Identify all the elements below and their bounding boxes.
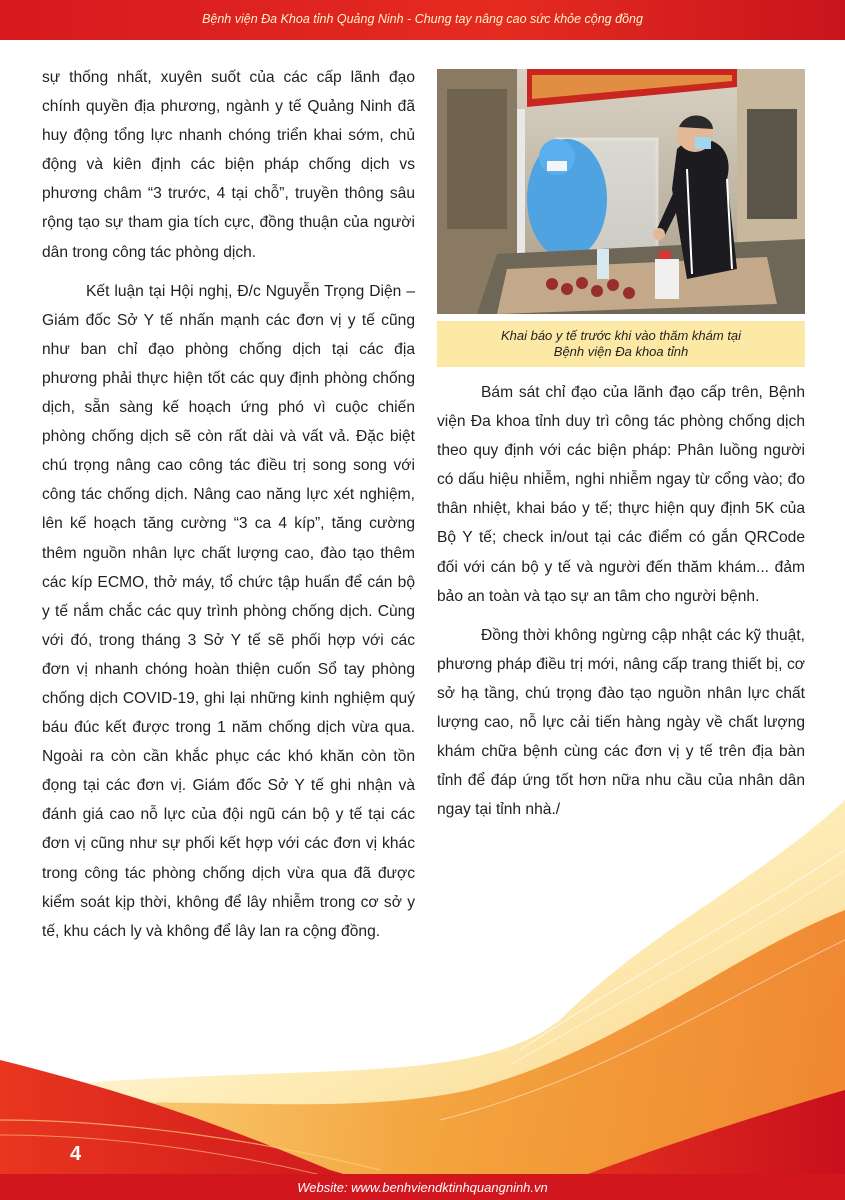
caption-line: Bệnh viện Đa khoa tỉnh — [553, 344, 689, 359]
page-number: 4 — [70, 1143, 82, 1165]
right-text-column — [437, 378, 805, 824]
paragraph: sự thống nhất, xuyên suốt của các cấp lãnh đạo chính quyền địa phương, ngành y tế Quảng Ninh đã huy động tổng lực nhanh chóng triển khai sớm, chủ động và kiên định các biện pháp chống dịch vs phương châm “3 trước, 4 tại chỗ”, truyền thông sâu rộng tạo sự tham gia tích cực, đồng thuận của người dân trong công tác phòng dịch. — [42, 69, 415, 261]
paragraph: Kết luận tại Hội nghị, Đ/c Nguyễn Trọng Diện – Giám đốc Sở Y tế nhấn mạnh các đơn vị y tế cũng như ban chỉ đạo phòng chống dịch tại các địa phương phải thực hiện tốt các quy định phòng chống dịch, sẵn sàng kế hoạch ứng phó vì cuộc chiến phòng chống dịch sẽ còn rất dài và vất vả. Đặc biệt chú trọng nâng cao công tác điều trị song song với công tác chống dịch. Nâng cao năng lực xét nghiệm, lên kế hoạch tăng cường “3 ca 4 kíp”, tăng cường thêm nguồn nhân lực chất lượng cao, đào tạo thêm các kíp ECMO, thở máy, tổ chức tập huấn để cán bộ y tế nắm chắc các quy trình phòng chống dịch. Cùng với đó, trong tháng 3 Sở Y tế sẽ phối hợp với các đơn vị nhanh chóng hoàn thiện cuốn Sổ tay phòng chống dịch COVID-19, ghi lại những kinh nghiệm quý báu đúc kết được trong 1 năm chống dịch vừa qua. Ngoài ra còn cần khắc phục các khó khăn còn tồn đọng tại các đơn vị. Giám đốc Sở Y tế ghi nhận và đánh giá cao nỗ lực của đội ngũ cán bộ y tế tại các đơn vị cũng như sự phối kết hợp với các đơn vị khác trong công tác phòng chống dịch vừa qua đã được kiểm soát kịp thời, không để lây nhiễm trong cơ sở y tế, khu cách ly và không để lây lan ra cộng đồng. — [42, 282, 415, 940]
caption-line: Khai báo y tế trước khi vào thăm khám tại — [500, 328, 742, 343]
photo-caption — [437, 321, 805, 367]
paragraph: Bám sát chỉ đạo của lãnh đạo cấp trên, Bệnh viện Đa khoa tỉnh duy trì công tác phòng chống dịch theo quy định với các biện pháp: Phân luồng người có dấu hiệu nhiễm, nghi nhiễm ngay từ cổng vào; đo thân nhiệt, khai báo y tế; thực hiện quy định 5K của Bộ Y tế; check in/out tại các điểm có gắn QRCode đối với cán bộ y tế và người đến thăm khám... đảm bảo an toàn và tạo sự an tâm cho người bệnh. — [437, 384, 805, 605]
left-text-column — [42, 63, 415, 946]
photo-medical-declaration-desk — [437, 69, 805, 314]
footer-website: Website: www.benhviendktinhquangninh.vn — [297, 1180, 548, 1195]
header-title: Bệnh viện Đa Khoa tỉnh Quảng Ninh - Chung tay nâng cao sức khỏe cộng đồng — [202, 12, 643, 26]
paragraph: Đồng thời không ngừng cập nhật các kỹ thuật, phương pháp điều trị mới, nâng cấp trang thiết bị, cơ sở hạ tầng, chú trọng đào tạo nguồn nhân lực chất lượng cao, nỗ lực cải tiến hàng ngày về chất lượng khám chữa bệnh cùng các đơn vị y tế trên địa bàn tỉnh để đáp ứng tốt hơn nữa nhu cầu của nhân dân ngay tại tỉnh nhà./ — [437, 626, 805, 819]
